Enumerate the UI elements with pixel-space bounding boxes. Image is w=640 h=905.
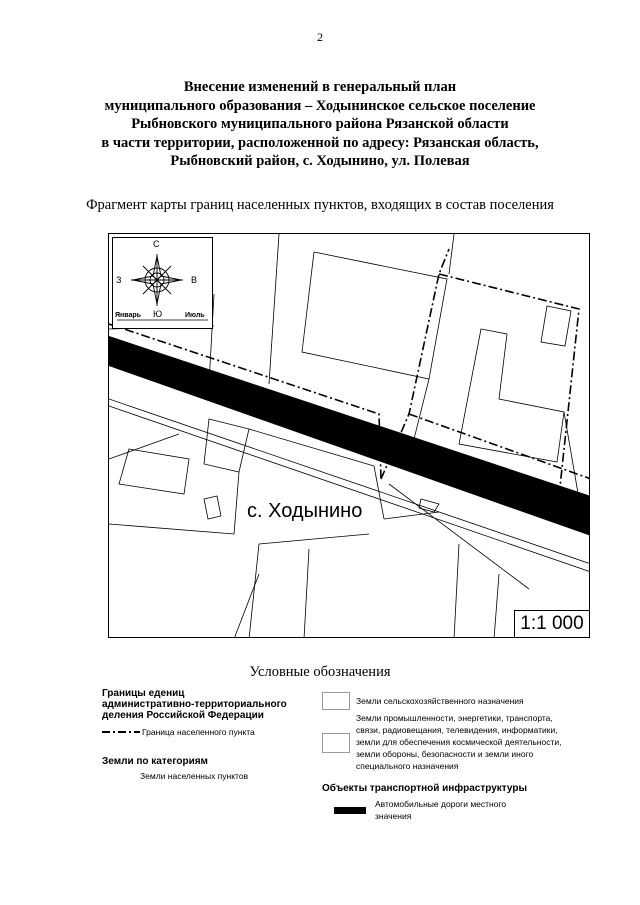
title-line: муниципального образования – Ходынинское сельское поселение (104, 97, 536, 114)
document-title (40, 78, 600, 171)
compass-january: Январь (115, 312, 141, 319)
legend-admin-heading-line: административно-территориального (102, 699, 287, 710)
compass-south: Ю (153, 309, 163, 319)
map-caption: Фрагмент карты границ населенных пунктов, входящих в состав поселения (86, 197, 554, 213)
compass-west: З (116, 275, 122, 285)
legend-land-categories-heading: Земли по категориям (102, 756, 208, 767)
compass-july: Июль (185, 312, 205, 319)
parcel-line (449, 234, 454, 274)
legend-industrial-line: Земли промышленности, энергетики, транспорта, (356, 713, 553, 723)
legend-title: Условные обозначения (249, 664, 391, 680)
title-line: в части территории, расположенной по адресу: Рязанская область, (101, 134, 539, 151)
parcel (204, 419, 249, 472)
parcel-line (234, 574, 259, 638)
legend-admin-heading-line: деления Российской Федерации (102, 710, 264, 721)
parcel-line (494, 574, 499, 638)
parcel-line (304, 549, 309, 638)
legend-industrial-lands (356, 712, 561, 772)
local-roads-symbol (334, 807, 366, 814)
legend-settlement-border: Граница населенного пункта (142, 727, 255, 737)
title-line: Рыбновский район, с. Ходынино, ул. Полевая (170, 153, 470, 169)
parcel-line (269, 234, 279, 384)
title-line: Рыбновского муниципального района Рязанской области (131, 116, 509, 132)
parcel-line (414, 379, 429, 439)
compass-east: В (191, 275, 198, 285)
village-label: с. Ходынино (244, 499, 365, 523)
compass-rose (112, 237, 213, 329)
legend-industrial-line: земли обороны, безопасности и земли иного (356, 749, 534, 759)
parcel (459, 329, 564, 462)
legend-admin-heading (102, 688, 287, 721)
legend-local-roads (375, 798, 506, 822)
agricultural-lands-symbol (322, 692, 350, 710)
parcel-line (109, 524, 234, 534)
legend-industrial-line: земли для обеспечения космической деятельности, (356, 737, 562, 747)
parcel (419, 499, 439, 512)
parcel-line (454, 544, 459, 638)
title-line: Внесение изменений в генеральный план (183, 79, 457, 95)
legend-transport-heading: Объекты транспортной инфраструктуры (322, 783, 527, 794)
map-fragment[interactable] (108, 233, 590, 638)
legend-industrial-line: связи, радиовещания, телевидения, информатики, (356, 725, 558, 735)
legend-local-roads-line: значения (375, 811, 412, 821)
page-number: 2 (317, 30, 323, 44)
parcel-line (259, 534, 369, 544)
compass-north: С (153, 239, 160, 249)
industrial-lands-symbol (322, 733, 350, 753)
settlement-border-symbol (102, 729, 140, 735)
parcel (302, 252, 447, 379)
legend-industrial-line: специального назначения (356, 761, 459, 771)
legend-settlement-lands: Земли населенных пунктов (140, 771, 249, 781)
parcel (204, 496, 221, 519)
legend-agricultural-lands: Земли сельскохозяйственного назначения (356, 696, 524, 706)
map-scale: 1:1 000 (514, 610, 589, 637)
legend-local-roads-line: Автомобильные дороги местного (375, 799, 507, 809)
parcel-line (234, 472, 239, 534)
legend-admin-heading-line: Границы едениц (102, 688, 185, 699)
parcel (119, 449, 189, 494)
parcel (541, 306, 571, 346)
parcel-line (249, 544, 259, 638)
